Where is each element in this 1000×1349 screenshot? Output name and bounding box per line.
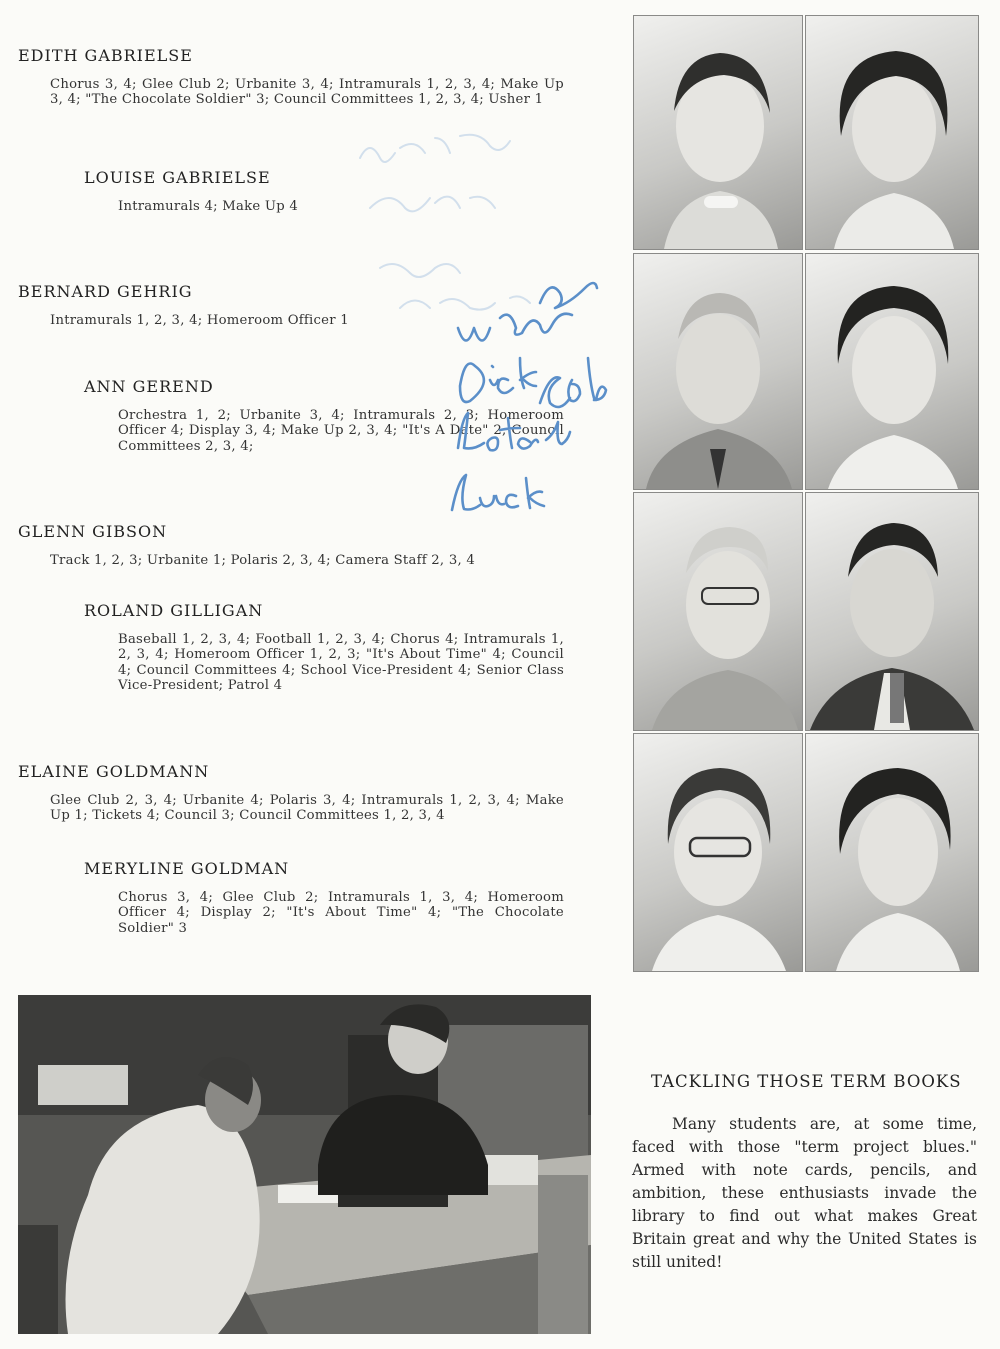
portrait-photo [633,253,803,490]
caption-title: TACKLING THOSE TERM BOOKS [651,1072,962,1091]
student-activities: Intramurals 4; Make Up 4 [118,199,299,214]
student-name: ANN GEREND [84,377,214,396]
student-entry [84,168,564,214]
student-entry [18,46,564,108]
student-name: BERNARD GEHRIG [18,282,193,301]
portrait-photo [805,492,979,731]
student-activities: Chorus 3, 4; Glee Club 2; Intramurals 1, 3, 4; Homeroom Officer 4; Display 2; "It's About Time" 4; "The Chocolate Soldier" 3 [118,890,564,936]
student-name: EDITH GABRIELSE [18,46,193,65]
caption-body: Many students are, at some time, faced with those "term project blues." Armed with note cards, pencils, and ambition, these enthusiasts invade the library to find out what makes Great Britain great and why the United States is still united! [632,1115,977,1271]
portrait-photo [633,492,803,731]
student-entry [18,282,564,328]
student-activities: Baseball 1, 2, 3, 4; Football 1, 2, 3, 4; Chorus 4; Intramurals 1, 2, 3, 4; Homeroom Officer 1, 2, 3; "It's About Time" 4; Council 4; Council Committees 4; School Vice-President 4; Senior Class Vice-President; Patrol 4 [118,632,564,694]
student-name: LOUISE GABRIELSE [84,168,271,187]
student-entry [84,601,564,694]
student-activities: Glee Club 2, 3, 4; Urbanite 4; Polaris 3, 4; Intramurals 1, 2, 3, 4; Make Up 1; Tickets 4; Council 3; Council Committees 1, 2, 3, 4 [50,793,564,824]
student-activities: Track 1, 2, 3; Urbanite 1; Polaris 2, 3, 4; Camera Staff 2, 3, 4 [50,553,475,568]
student-entry [18,522,564,568]
student-name: GLENN GIBSON [18,522,168,541]
portrait-photo [805,733,979,972]
student-activities: Orchestra 1, 2; Urbanite 3, 4; Intramurals 2, 3; Homeroom Officer 4; Display 3, 4; Make Up 2, 3, 4; "It's A Date" 2; Council Committees 2, 3, 4; [118,408,564,454]
student-entry [84,377,564,454]
student-entry [84,859,564,936]
student-name: ELAINE GOLDMANN [18,762,210,781]
student-activities: Intramurals 1, 2, 3, 4; Homeroom Officer 1 [50,313,349,328]
portrait-photo [805,15,979,250]
student-activities: Chorus 3, 4; Glee Club 2; Urbanite 3, 4; Intramurals 1, 2, 3, 4; Make Up 3, 4; "The Chocolate Soldier" 3; Council Committees 1, 2, 3, 4; Usher 1 [50,77,564,108]
student-name: ROLAND GILLIGAN [84,601,264,620]
student-name: MERYLINE GOLDMAN [84,859,290,878]
portrait-photo [633,15,803,250]
portrait-photo [633,733,803,972]
portrait-photo [805,253,979,490]
library-photo [18,995,591,1334]
student-entry [18,762,564,824]
